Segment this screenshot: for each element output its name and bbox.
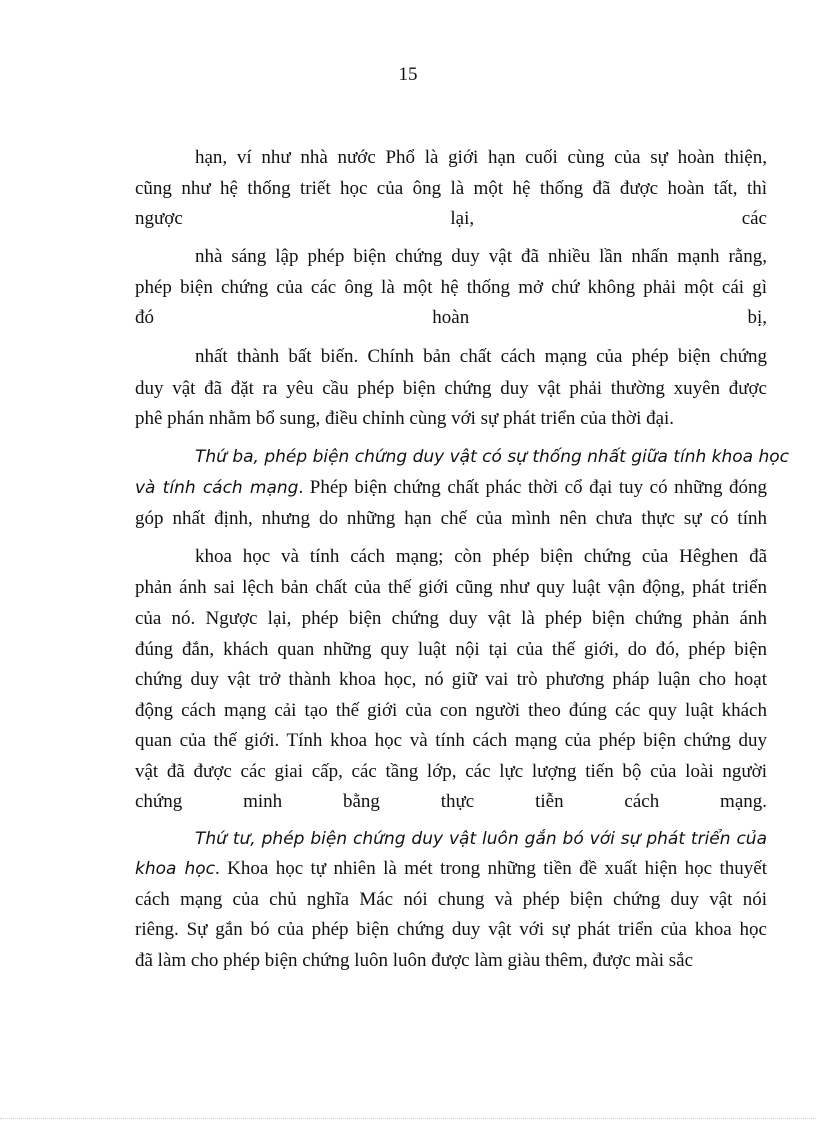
- text-line: cũng như hệ thống triết học của ông là một hệ thống đã được hoàn tất, thì: [135, 178, 767, 199]
- text-line: và tính cách mạng. Phép biện chứng chất phác thời cổ đại tuy có những đóng: [135, 477, 767, 498]
- text-line: khoa học và tính cách mạng; còn phép biện chứng của Hêghen đã: [195, 546, 767, 567]
- text-line: riêng. Sự gắn bó của phép biện chứng duy vật với sự phát triển của khoa học: [135, 919, 767, 940]
- text-line: phản ánh sai lệch bản chất của thế giới cũng như quy luật vận động, phát triển: [135, 577, 767, 598]
- text-line: góp nhất định, nhưng do những hạn chế của mình nên chưa thực sự có tính: [135, 508, 767, 529]
- text-line: phê phán nhằm bổ sung, điều chỉnh cùng với sự phát triển của thời đại.: [135, 408, 675, 429]
- text-line: nhất thành bất biến. Chính bản chất cách mạng của phép biện chứng: [195, 346, 767, 367]
- text-line: chứng duy vật trở thành khoa học, nó giữ vai trò phương pháp luận cho hoạt: [135, 669, 767, 690]
- text-line: chứng minh bằng thực tiễn cách mạng.: [135, 791, 767, 812]
- text-line: ngược lại, các: [135, 208, 767, 229]
- text-line: duy vật đã đặt ra yêu cầu phép biện chứng duy vật phải thường xuyên được: [135, 378, 767, 399]
- italic-heading: và tính cách mạng: [135, 478, 299, 498]
- text-line: nhà sáng lập phép biện chứng duy vật đã nhiều lần nhấn mạnh rằng,: [195, 246, 767, 267]
- text-line: đã làm cho phép biện chứng luôn luôn được làm giàu thêm, được mài sắc: [135, 950, 694, 971]
- text-line: đúng đắn, khách quan những quy luật nội tại của thế giới, do đó, phép biện: [135, 639, 767, 660]
- text-line: [195, 445, 790, 469]
- italic-heading: Thứ tư, phép biện chứng duy vật luôn gắn bó với sự phát triển của: [195, 829, 767, 849]
- italic-heading: Thứ ba, phép biện chứng duy vật có sự thống nhất giữa tính khoa học: [195, 447, 790, 467]
- text-line: quan của thế giới. Tính khoa học và tính cách mạng của phép biện chứng duy: [135, 730, 767, 751]
- text-line: [195, 827, 767, 851]
- italic-heading: khoa học: [135, 859, 216, 879]
- text-line: vật đã được các giai cấp, các tầng lớp, các lực lượng tiến bộ của loài người: [135, 761, 767, 782]
- text-line: cách mạng của chủ nghĩa Mác nói chung và phép biện chứng duy vật nói: [135, 889, 767, 910]
- text-line: đó hoàn bị,: [135, 307, 767, 328]
- text-line: động cách mạng cải tạo thế giới của con người theo đúng các quy luật khách: [135, 700, 767, 721]
- page-border-dots: [0, 1118, 816, 1119]
- text-line: khoa học. Khoa học tự nhiên là mét trong những tiền đề xuất hiện học thuyết: [135, 858, 767, 879]
- text-line: hạn, ví như nhà nước Phổ là giới hạn cuối cùng của sự hoàn thiện,: [195, 147, 767, 168]
- text-line: của nó. Ngược lại, phép biện chứng duy vật là phép biện chứng phản ánh: [135, 608, 767, 629]
- text-line: phép biện chứng của các ông là một hệ thống mở chứ không phải một cái gì: [135, 277, 767, 298]
- page-number: 15: [398, 64, 418, 85]
